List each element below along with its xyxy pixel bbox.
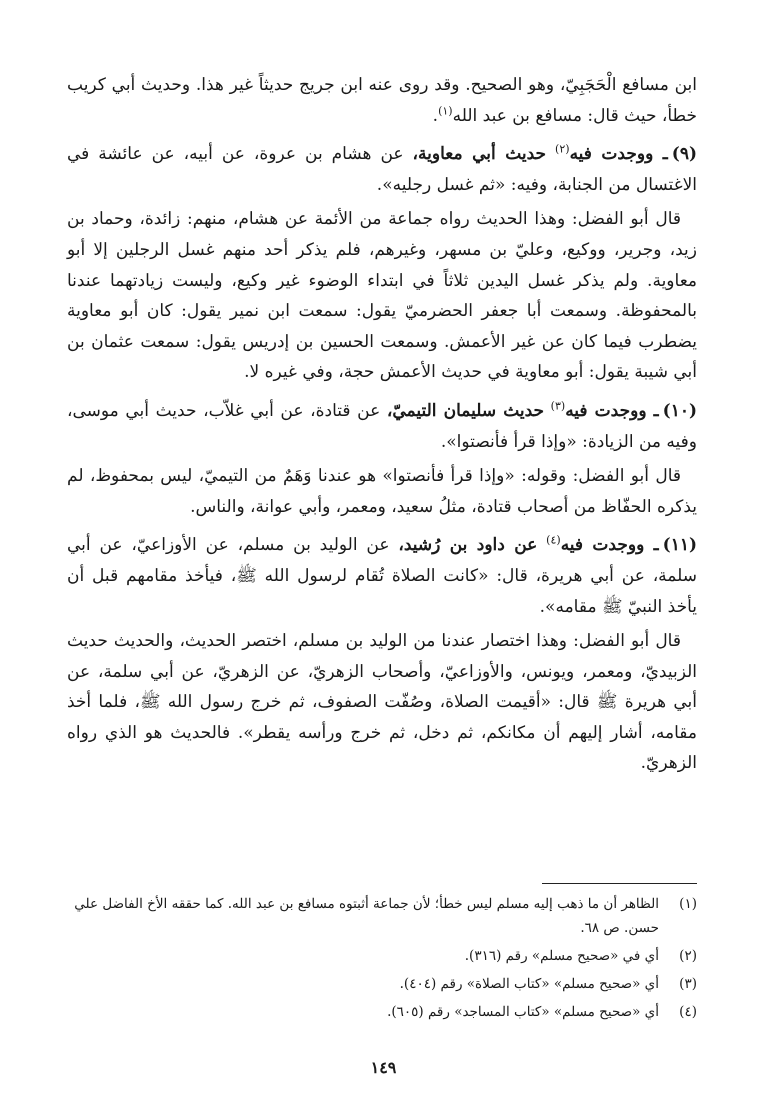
footnote-ref-4[interactable]: (٤) bbox=[546, 533, 561, 547]
footnote-ref-2[interactable]: (٢) bbox=[555, 142, 570, 156]
footnote bbox=[67, 892, 697, 940]
commentary-10: قال أبو الفضل: وقوله: «وإذا قرأ فأنصتوا» هو عندنا وَهَمٌ من التيميّ، ليس بمحفوظ، لم يذكره الحفّاظ من أصحاب قتادة، مثلُ سعيد، ومعمر، وأبي عوانة، والناس. bbox=[67, 466, 697, 517]
hadith-11-title: عن داود بن رُشيد، bbox=[398, 535, 538, 556]
footnote-ref-1[interactable]: (١) bbox=[438, 103, 453, 117]
paragraph-intro bbox=[67, 70, 697, 131]
paragraph-intro-end: . bbox=[432, 105, 439, 126]
footnote-number: (١) bbox=[679, 896, 697, 912]
paragraph-intro-text: ابن مسافع الْحَجَبِيّ، وهو الصحيح. وقد روى عنه ابن جريج حديثاً غير هذا. وحديث أبي كريب خطأ، حيث قال: مسافع بن عبد الله bbox=[67, 75, 697, 126]
footnote-text: الظاهر أن ما ذهب إليه مسلم ليس خطأ؛ لأن جماعة أثبتوه مسافع بن عبد الله. كما حققه الأخ الفاضل علي حسن. ص ٦٨. bbox=[74, 896, 659, 936]
footnote-text: أي «صحيح مسلم» «كتاب الصلاة» رقم (٤٠٤). bbox=[399, 976, 659, 992]
footnote-number: (٢) bbox=[679, 948, 697, 964]
footnote bbox=[67, 972, 697, 996]
hadith-11 bbox=[67, 530, 697, 622]
page-number: ١٤٩ bbox=[370, 1058, 397, 1077]
footnote bbox=[67, 944, 697, 968]
hadith-10-text: عن قتادة، عن أبي غلاّب، حديث أبي موسى، وفيه من الزيادة: «وإذا قرأ فأنصتوا». bbox=[67, 400, 697, 452]
hadith-10-title: حديث سليمان التيميّ، bbox=[386, 400, 545, 421]
hadith-9-heading: ـ ووجدت فيه bbox=[569, 144, 668, 165]
hadith-10-heading: ـ ووجدت فيه bbox=[565, 400, 659, 421]
footnote-number: (٣) bbox=[679, 976, 697, 992]
hadith-9-number: (٩) bbox=[671, 144, 697, 165]
footnote bbox=[67, 1000, 697, 1024]
footnote-text: أي «صحيح مسلم» «كتاب المساجد» رقم (٦٠٥). bbox=[387, 1004, 659, 1020]
commentary-9: قال أبو الفضل: وهذا الحديث رواه جماعة من الأئمة عن هشام، منهم: زائدة، وحماد بن زيد، وجرير، ووكيع، وعليّ بن مسهر، وغيرهم، فلم يذكر أحد منهم غسل الرجلين إلا أبو معاوية. ولم يذكر غسل اليدين ثلاثاً في ابتداء الوضوء غير وكيع، وليست زيادتهما عندنا بالمحفوظة. وسمعت أبا جعفر الحضرميّ يقول: سمعت ابن نمير يقول: كان أبو معاوية يضطرب فيما كان عن غير الأعمش. وسمعت الحسين بن إدريس يقول: سمعت عثمان بن أبي شيبة يقول: أبو معاوية في حديث الأعمش حجة، وفي غيره لا. bbox=[67, 209, 697, 383]
hadith-9-text: عن هشام بن عروة، عن أبيه، عن عائشة في الاغتسال من الجنابة، وفيه: «ثم غسل رجليه». bbox=[67, 144, 697, 195]
footnote-separator bbox=[542, 883, 697, 884]
hadith-10-number: (١٠) bbox=[662, 400, 697, 421]
footnote-text: أي في «صحيح مسلم» رقم (٣١٦). bbox=[464, 948, 659, 964]
hadith-10 bbox=[67, 396, 697, 457]
commentary-11: قال أبو الفضل: وهذا اختصار عندنا من الوليد بن مسلم، اختصر الحديث، والحديث حديث الزبيديّ، ومعمر، ويونس، والأوزاعيّ، وأصحاب الزهريّ، عن الزهريّ، عن أبي سلمة، عن أبي هريرة ﷺ قال: «أقيمت الصلاة، وصُفّت الصفوف، ثم خرج رسول الله ﷺ، فلما أخذ مقامه، أشار إليهم أن مكانكم، ثم دخل، ثم خرج ورأسه يقطر». فالحديث هو الذي رواه الزهريّ. bbox=[67, 631, 697, 774]
footnote-number: (٤) bbox=[679, 1004, 697, 1020]
hadith-11-heading: ـ ووجدت فيه bbox=[560, 535, 659, 556]
footnote-ref-3[interactable]: (٣) bbox=[550, 399, 566, 413]
hadith-9-title: حديث أبي معاوية، bbox=[412, 144, 547, 165]
hadith-11-number: (١١) bbox=[662, 535, 697, 556]
hadith-9 bbox=[67, 139, 697, 200]
footnotes bbox=[67, 892, 697, 1028]
hadith-11-text: عن الوليد بن مسلم، عن الأوزاعيّ، عن أبي سلمة، عن أبي هريرة، قال: «كانت الصلاة تُقام لرسول الله ﷺ، فيأخذ مقامهم قبل أن يأخذ النبيّ ﷺ مقامه». bbox=[67, 535, 697, 617]
main-text bbox=[67, 70, 697, 783]
